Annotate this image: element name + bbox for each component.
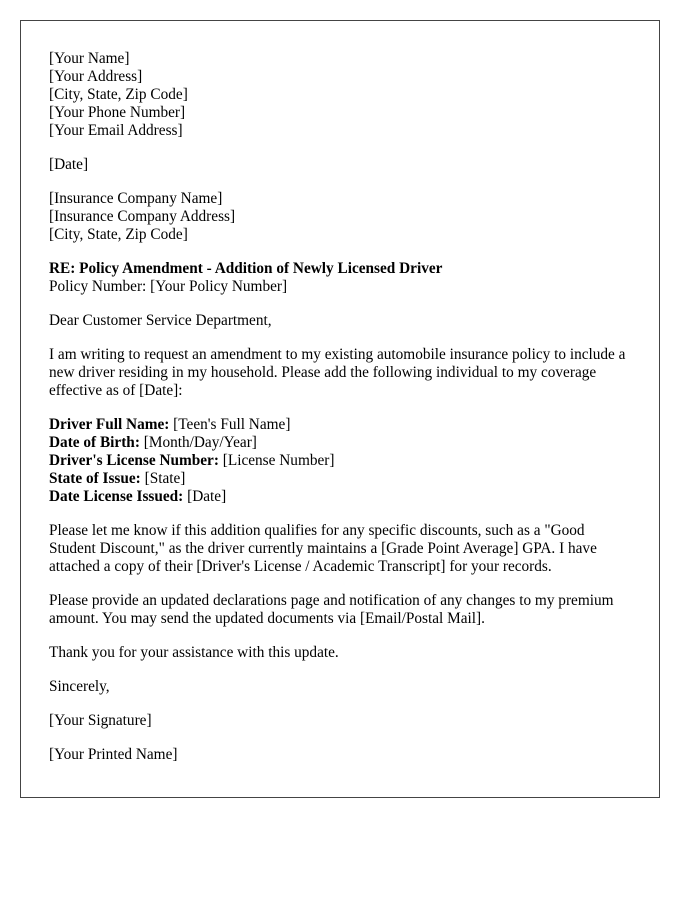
driver-details: [49, 416, 631, 506]
printed-name: [Your Printed Name]: [49, 746, 178, 763]
policy-number: Policy Number: [Your Policy Number]: [49, 278, 288, 295]
re-block: [49, 260, 631, 296]
detail-label: Driver Full Name:: [49, 416, 170, 433]
detail-value: [Date]: [183, 488, 227, 505]
recipient-block: [49, 190, 631, 244]
driver-detail-date-issued: [49, 488, 631, 506]
letter-date: [Date]: [49, 156, 89, 173]
detail-label: State of Issue:: [49, 470, 141, 487]
detail-value: [Month/Day/Year]: [139, 434, 257, 451]
re-subject: RE: Policy Amendment - Addition of Newly Licensed Driver: [49, 260, 443, 277]
intro-paragraph: I am writing to request an amendment to my existing automobile insurance policy to include a new driver residing in my household. Please add the following individual to my coverage effective as of [Date]:: [49, 346, 626, 399]
date-block: [49, 156, 631, 174]
detail-label: Driver's License Number:: [49, 452, 219, 469]
sender-address: [Your Address]: [49, 68, 143, 85]
sender-city-state-zip: [City, State, Zip Code]: [49, 86, 188, 103]
documents-paragraph: Please provide an updated declarations page and notification of any changes to my premium amount. You may send the updated documents via [Email/Postal Mail].: [49, 592, 614, 627]
detail-label: Date License Issued:: [49, 488, 184, 505]
sender-name: [Your Name]: [49, 50, 130, 67]
detail-value: [License Number]: [218, 452, 335, 469]
recipient-company-name: [Insurance Company Name]: [49, 190, 223, 207]
sender-phone: [Your Phone Number]: [49, 104, 186, 121]
discount-paragraph: Please let me know if this addition qualifies for any specific discounts, such as a "Good Student Discount," as the driver currently maintains a [Grade Point Average] GPA. I have attached a copy of their [Driver's License / Academic Transcript] for your records.: [49, 522, 597, 575]
recipient-city-state-zip: [City, State, Zip Code]: [49, 226, 188, 243]
detail-value: [Teen's Full Name]: [169, 416, 291, 433]
driver-detail-license-number: [49, 452, 631, 470]
thanks-line: Thank you for your assistance with this update.: [49, 644, 339, 661]
driver-detail-full-name: [49, 416, 631, 434]
closing: Sincerely,: [49, 678, 110, 695]
detail-value: [State]: [140, 470, 186, 487]
salutation: Dear Customer Service Department,: [49, 312, 272, 329]
recipient-company-address: [Insurance Company Address]: [49, 208, 236, 225]
signature: [Your Signature]: [49, 712, 152, 729]
sender-email: [Your Email Address]: [49, 122, 183, 139]
sender-block: [49, 50, 631, 140]
driver-detail-state-of-issue: [49, 470, 631, 488]
driver-detail-date-of-birth: [49, 434, 631, 452]
detail-label: Date of Birth:: [49, 434, 140, 451]
letter-page: [20, 20, 660, 798]
